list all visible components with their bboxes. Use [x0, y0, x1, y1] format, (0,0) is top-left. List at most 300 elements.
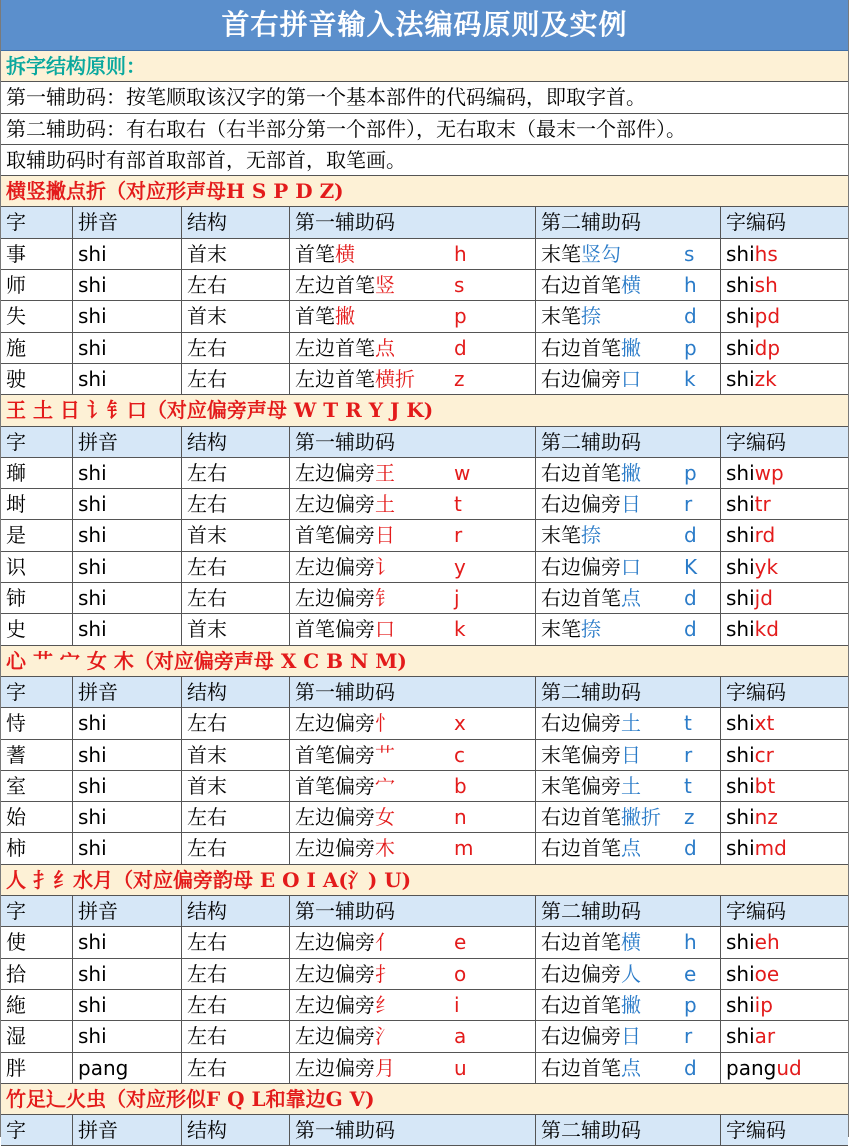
char-code-pinyin: shi: [726, 460, 755, 485]
second-aux-highlight: 捺: [581, 523, 601, 548]
second-aux-highlight: 口: [621, 554, 641, 579]
second-aux-highlight: 日: [621, 1024, 641, 1049]
first-aux-cell: [290, 927, 536, 957]
structure-cell: 左右: [182, 990, 290, 1020]
char-cell: 蓍: [1, 740, 73, 770]
column-header: 第二辅助码: [536, 677, 721, 707]
first-aux-text: 左边偏旁: [295, 836, 375, 861]
char-cell: 柿: [1, 833, 73, 863]
table-header-row: [1, 207, 848, 238]
column-header: 第一辅助码: [290, 427, 536, 457]
char-cell: 师: [1, 270, 73, 300]
char-cell: 铈: [1, 583, 73, 613]
table-row: [1, 583, 848, 614]
structure-cell: 左右: [182, 802, 290, 832]
char-code-letters: hs: [754, 241, 778, 266]
column-header: 拼音: [73, 896, 182, 926]
first-aux-cell: [290, 520, 536, 550]
first-aux-letter: o: [454, 961, 467, 986]
char-code-cell: [721, 927, 848, 957]
second-aux-letter: p: [684, 992, 697, 1017]
char-code-cell: [721, 1021, 848, 1051]
second-aux-letter: e: [684, 961, 697, 986]
first-aux-letter: u: [454, 1055, 467, 1080]
column-header: 结构: [182, 896, 290, 926]
first-aux-cell: [290, 708, 536, 738]
second-aux-letter: z: [684, 805, 695, 830]
first-aux-cell: [290, 583, 536, 613]
first-aux-letter: r: [454, 523, 463, 548]
table-row: [1, 301, 848, 332]
second-aux-letter: t: [684, 773, 692, 798]
char-code-pinyin: pang: [726, 1055, 777, 1080]
first-aux-cell: [290, 1021, 536, 1051]
pinyin-cell: shi: [73, 301, 182, 331]
char-code-pinyin: shi: [726, 961, 755, 986]
principle-line-3: 取辅助码时有部首取部首，无部首，取笔画。: [1, 145, 848, 176]
char-code-letters: pd: [754, 304, 781, 329]
second-aux-letter: r: [684, 742, 693, 767]
structure-cell: 左右: [182, 458, 290, 488]
pinyin-cell: shi: [73, 583, 182, 613]
first-aux-highlight: 日: [375, 523, 395, 548]
first-aux-highlight: 横: [335, 241, 355, 266]
char-code-pinyin: shi: [726, 523, 755, 548]
first-aux-text: 左边偏旁: [295, 460, 375, 485]
first-aux-text: 首笔: [295, 241, 335, 266]
table-row: [1, 458, 848, 489]
first-aux-highlight: 横折: [375, 366, 415, 391]
structure-cell: 首末: [182, 520, 290, 550]
second-aux-cell: [536, 802, 721, 832]
pinyin-cell: shi: [73, 802, 182, 832]
first-aux-highlight: 竖: [375, 273, 395, 298]
second-aux-highlight: 口: [621, 366, 641, 391]
table-header-row: [1, 1115, 848, 1146]
char-code-pinyin: shi: [726, 1024, 755, 1049]
char-code-pinyin: shi: [726, 742, 755, 767]
second-aux-highlight: 日: [621, 492, 641, 517]
char-code-cell: [721, 458, 848, 488]
first-aux-highlight: 女: [375, 805, 395, 830]
char-code-cell: [721, 333, 848, 363]
first-aux-highlight: 氵: [375, 1024, 395, 1049]
second-aux-text: 末笔偏旁: [541, 742, 621, 767]
column-header: 字: [1, 427, 73, 457]
second-aux-text: 右边首笔: [541, 460, 621, 485]
second-aux-letter: t: [684, 711, 692, 736]
column-header: 第一辅助码: [290, 677, 536, 707]
section-heading: 横竖撇点折（对应形声母H S P D Z): [1, 176, 848, 207]
table-row: [1, 802, 848, 833]
first-aux-letter: y: [454, 554, 466, 579]
first-aux-highlight: 扌: [375, 961, 395, 986]
principles-heading: 拆字结构原则：: [1, 51, 848, 82]
char-cell: 施: [1, 333, 73, 363]
column-header: 字编码: [726, 899, 786, 924]
second-aux-text: 右边首笔: [541, 273, 621, 298]
char-code-letters: ud: [776, 1055, 802, 1080]
char-cell: 使: [1, 927, 73, 957]
table-row: [1, 833, 848, 864]
second-aux-letter: d: [684, 586, 697, 611]
first-aux-cell: [290, 802, 536, 832]
second-aux-cell: [536, 301, 721, 331]
column-header: 字编码: [726, 679, 786, 704]
first-aux-cell: [290, 771, 536, 801]
table-row: [1, 990, 848, 1021]
second-aux-highlight: 捺: [581, 617, 601, 642]
char-code-letters: oe: [754, 961, 780, 986]
second-aux-highlight: 横: [621, 930, 641, 955]
char-code-letters: jd: [754, 586, 773, 611]
first-aux-letter: s: [454, 273, 465, 298]
first-aux-highlight: 忄: [375, 711, 395, 736]
char-code-cell: [721, 833, 848, 863]
pinyin-cell: shi: [73, 520, 182, 550]
second-aux-cell: [536, 740, 721, 770]
second-aux-highlight: 点: [621, 836, 641, 861]
second-aux-cell: [536, 990, 721, 1020]
first-aux-letter: w: [454, 460, 471, 485]
structure-cell: 左右: [182, 364, 290, 394]
first-aux-text: 左边偏旁: [295, 1055, 375, 1080]
section-heading: 王 土 日 讠钅口（对应偏旁声母 W T R Y J K): [1, 395, 848, 426]
second-aux-letter: K: [684, 554, 698, 579]
first-aux-text: 左边偏旁: [295, 711, 375, 736]
char-cell: 湿: [1, 1021, 73, 1051]
second-aux-text: 末笔: [541, 304, 581, 329]
char-code-pinyin: shi: [726, 930, 755, 955]
second-aux-text: 右边偏旁: [541, 366, 621, 391]
second-aux-highlight: 日: [621, 742, 641, 767]
char-cell: 始: [1, 802, 73, 832]
column-header: 结构: [182, 427, 290, 457]
first-aux-highlight: 亻: [375, 930, 395, 955]
char-code-pinyin: shi: [726, 554, 755, 579]
second-aux-cell: [536, 489, 721, 519]
first-aux-cell: [290, 552, 536, 582]
column-header: 第一辅助码: [290, 896, 536, 926]
first-aux-text: 左边偏旁: [295, 930, 375, 955]
table-row: [1, 614, 848, 645]
first-aux-highlight: 王: [375, 460, 395, 485]
structure-cell: 左右: [182, 959, 290, 989]
char-code-letters: wp: [754, 460, 784, 485]
column-header: 第一辅助码: [290, 207, 536, 237]
second-aux-cell: [536, 927, 721, 957]
char-code-cell: [721, 552, 848, 582]
first-aux-letter: z: [454, 366, 465, 391]
second-aux-text: 末笔偏旁: [541, 773, 621, 798]
second-aux-cell: [536, 583, 721, 613]
first-aux-highlight: 宀: [375, 773, 395, 798]
char-code-letters: bt: [754, 773, 776, 798]
char-cell: 失: [1, 301, 73, 331]
column-header: 结构: [182, 677, 290, 707]
first-aux-highlight: 钅: [375, 586, 395, 611]
first-aux-letter: e: [454, 930, 467, 955]
char-code-letters: kd: [754, 617, 779, 642]
char-cell: 驶: [1, 364, 73, 394]
first-aux-text: 左边偏旁: [295, 805, 375, 830]
table-row: [1, 270, 848, 301]
first-aux-letter: t: [454, 492, 462, 517]
first-aux-letter: d: [454, 335, 467, 360]
second-aux-cell: [536, 1021, 721, 1051]
column-header: 字: [1, 207, 73, 237]
char-code-cell: [721, 1053, 848, 1083]
char-code-letters: dp: [754, 335, 781, 360]
first-aux-cell: [290, 301, 536, 331]
pinyin-cell: shi: [73, 927, 182, 957]
second-aux-cell: [536, 333, 721, 363]
second-aux-letter: r: [684, 492, 693, 517]
char-code-pinyin: shi: [726, 711, 755, 736]
second-aux-text: 右边偏旁: [541, 961, 621, 986]
second-aux-cell: [536, 959, 721, 989]
section-heading: 竹足辶火虫（对应形似F Q L和靠边G V): [1, 1084, 848, 1115]
char-code-letters: rd: [754, 523, 776, 548]
first-aux-text: 左边偏旁: [295, 586, 375, 611]
second-aux-letter: s: [684, 241, 695, 266]
second-aux-text: 右边偏旁: [541, 554, 621, 579]
char-code-letters: nz: [754, 805, 778, 830]
second-aux-letter: d: [684, 523, 697, 548]
second-aux-text: 右边首笔: [541, 1055, 621, 1080]
structure-cell: 左右: [182, 1021, 290, 1051]
char-code-cell: [721, 771, 848, 801]
char-cell: 埘: [1, 489, 73, 519]
pinyin-cell: pang: [73, 1053, 182, 1083]
char-code-cell: [721, 239, 848, 269]
second-aux-text: 右边首笔: [541, 836, 621, 861]
first-aux-cell: [290, 489, 536, 519]
second-aux-cell: [536, 458, 721, 488]
table-header-row: [1, 677, 848, 708]
column-header: 拼音: [73, 677, 182, 707]
structure-cell: 左右: [182, 583, 290, 613]
second-aux-letter: h: [684, 930, 697, 955]
section-heading: 人 扌纟水月（对应偏旁韵母 E O I A(氵) U): [1, 865, 848, 896]
table-row: [1, 927, 848, 958]
first-aux-cell: [290, 333, 536, 363]
char-code-pinyin: shi: [726, 586, 755, 611]
first-aux-cell: [290, 990, 536, 1020]
column-header: 字: [1, 896, 73, 926]
second-aux-highlight: 捺: [581, 304, 601, 329]
second-aux-cell: [536, 1053, 721, 1083]
first-aux-cell: [290, 270, 536, 300]
second-aux-text: 右边首笔: [541, 930, 621, 955]
pinyin-cell: shi: [73, 489, 182, 519]
table-row: [1, 1021, 848, 1052]
structure-cell: 首末: [182, 239, 290, 269]
column-header: 字编码: [726, 1118, 786, 1143]
table-row: [1, 740, 848, 771]
first-aux-letter: c: [454, 742, 465, 767]
pinyin-cell: shi: [73, 708, 182, 738]
char-cell: 胖: [1, 1053, 73, 1083]
second-aux-cell: [536, 270, 721, 300]
pinyin-cell: shi: [73, 333, 182, 363]
column-header: 拼音: [73, 207, 182, 237]
second-aux-letter: r: [684, 1024, 693, 1049]
first-aux-letter: i: [454, 992, 460, 1017]
first-aux-text: 首笔: [295, 304, 335, 329]
char-code-pinyin: shi: [726, 836, 755, 861]
column-header: 第二辅助码: [536, 1115, 721, 1145]
table-row: [1, 333, 848, 364]
structure-cell: 左右: [182, 333, 290, 363]
table-row: [1, 520, 848, 551]
table-row: [1, 552, 848, 583]
section-heading: 心 艹 宀 女 木（对应偏旁声母 X C B N M): [1, 646, 848, 677]
char-cell: 絁: [1, 990, 73, 1020]
column-header: 拼音: [73, 1115, 182, 1145]
second-aux-cell: [536, 239, 721, 269]
first-aux-letter: h: [454, 241, 467, 266]
second-aux-text: 末笔: [541, 241, 581, 266]
char-cell: 室: [1, 771, 73, 801]
char-code-cell: [721, 583, 848, 613]
column-header: 字编码: [726, 210, 786, 235]
first-aux-highlight: 艹: [375, 742, 395, 767]
second-aux-text: 右边首笔: [541, 586, 621, 611]
structure-cell: 左右: [182, 1053, 290, 1083]
first-aux-highlight: 月: [375, 1055, 395, 1080]
structure-cell: 左右: [182, 552, 290, 582]
structure-cell: 左右: [182, 833, 290, 863]
char-code-letters: ip: [754, 992, 773, 1017]
second-aux-text: 末笔: [541, 617, 581, 642]
first-aux-letter: k: [454, 617, 466, 642]
char-cell: 识: [1, 552, 73, 582]
first-aux-letter: p: [454, 304, 467, 329]
table-row: [1, 239, 848, 270]
structure-cell: 左右: [182, 270, 290, 300]
column-header: 拼音: [73, 427, 182, 457]
char-cell: 事: [1, 239, 73, 269]
first-aux-text: 左边首笔: [295, 335, 375, 360]
pinyin-cell: shi: [73, 990, 182, 1020]
char-code-cell: [721, 802, 848, 832]
second-aux-text: 右边首笔: [541, 335, 621, 360]
first-aux-text: 左边偏旁: [295, 1024, 375, 1049]
char-code-letters: xt: [754, 711, 775, 736]
first-aux-letter: j: [454, 586, 460, 611]
sections-container: [1, 176, 848, 1146]
second-aux-cell: [536, 771, 721, 801]
second-aux-highlight: 点: [621, 586, 641, 611]
first-aux-cell: [290, 1053, 536, 1083]
pinyin-cell: shi: [73, 239, 182, 269]
column-header: 字: [1, 1115, 73, 1145]
pinyin-cell: shi: [73, 614, 182, 644]
second-aux-letter: p: [684, 460, 697, 485]
first-aux-highlight: 纟: [375, 992, 395, 1017]
second-aux-text: 末笔: [541, 523, 581, 548]
char-code-cell: [721, 270, 848, 300]
first-aux-text: 左边首笔: [295, 366, 375, 391]
second-aux-text: 右边偏旁: [541, 1024, 621, 1049]
structure-cell: 左右: [182, 927, 290, 957]
table-header-row: [1, 896, 848, 927]
first-aux-highlight: 土: [375, 492, 395, 517]
first-aux-cell: [290, 458, 536, 488]
second-aux-letter: h: [684, 273, 697, 298]
first-aux-cell: [290, 833, 536, 863]
char-code-letters: tr: [754, 492, 771, 517]
second-aux-text: 右边偏旁: [541, 711, 621, 736]
char-cell: 史: [1, 614, 73, 644]
char-code-cell: [721, 990, 848, 1020]
char-code-letters: eh: [754, 930, 780, 955]
char-code-cell: [721, 708, 848, 738]
page-title: 首右拼音输入法编码原则及实例: [1, 0, 848, 51]
column-header: 字: [1, 677, 73, 707]
char-code-letters: yk: [754, 554, 779, 579]
second-aux-cell: [536, 552, 721, 582]
first-aux-text: 左边偏旁: [295, 961, 375, 986]
first-aux-text: 首笔偏旁: [295, 523, 375, 548]
first-aux-cell: [290, 239, 536, 269]
char-code-cell: [721, 364, 848, 394]
second-aux-highlight: 撇: [621, 335, 641, 360]
structure-cell: 左右: [182, 489, 290, 519]
pinyin-cell: shi: [73, 833, 182, 863]
char-code-pinyin: shi: [726, 335, 755, 360]
first-aux-highlight: 讠: [375, 554, 395, 579]
second-aux-letter: d: [684, 1055, 697, 1080]
second-aux-letter: d: [684, 304, 697, 329]
char-code-cell: [721, 520, 848, 550]
second-aux-text: 右边偏旁: [541, 492, 621, 517]
pinyin-cell: shi: [73, 959, 182, 989]
second-aux-letter: d: [684, 836, 697, 861]
second-aux-text: 右边首笔: [541, 805, 621, 830]
second-aux-cell: [536, 364, 721, 394]
char-cell: 瑡: [1, 458, 73, 488]
table-row: [1, 959, 848, 990]
first-aux-letter: a: [454, 1024, 467, 1049]
table-row: [1, 771, 848, 802]
char-code-letters: ar: [754, 1024, 776, 1049]
pinyin-cell: shi: [73, 552, 182, 582]
second-aux-cell: [536, 708, 721, 738]
second-aux-text: 右边首笔: [541, 992, 621, 1017]
pinyin-cell: shi: [73, 270, 182, 300]
second-aux-highlight: 撇: [621, 992, 641, 1017]
char-cell: 是: [1, 520, 73, 550]
char-code-pinyin: shi: [726, 304, 755, 329]
first-aux-text: 左边偏旁: [295, 492, 375, 517]
char-code-pinyin: shi: [726, 773, 755, 798]
structure-cell: 首末: [182, 771, 290, 801]
first-aux-text: 左边首笔: [295, 273, 375, 298]
table-row: [1, 489, 848, 520]
column-header: 第二辅助码: [536, 207, 721, 237]
second-aux-highlight: 横: [621, 273, 641, 298]
second-aux-cell: [536, 614, 721, 644]
char-code-pinyin: shi: [726, 617, 755, 642]
second-aux-letter: d: [684, 617, 697, 642]
pinyin-cell: shi: [73, 740, 182, 770]
first-aux-letter: n: [454, 805, 467, 830]
pinyin-cell: shi: [73, 771, 182, 801]
table-row: [1, 364, 848, 395]
structure-cell: 首末: [182, 614, 290, 644]
